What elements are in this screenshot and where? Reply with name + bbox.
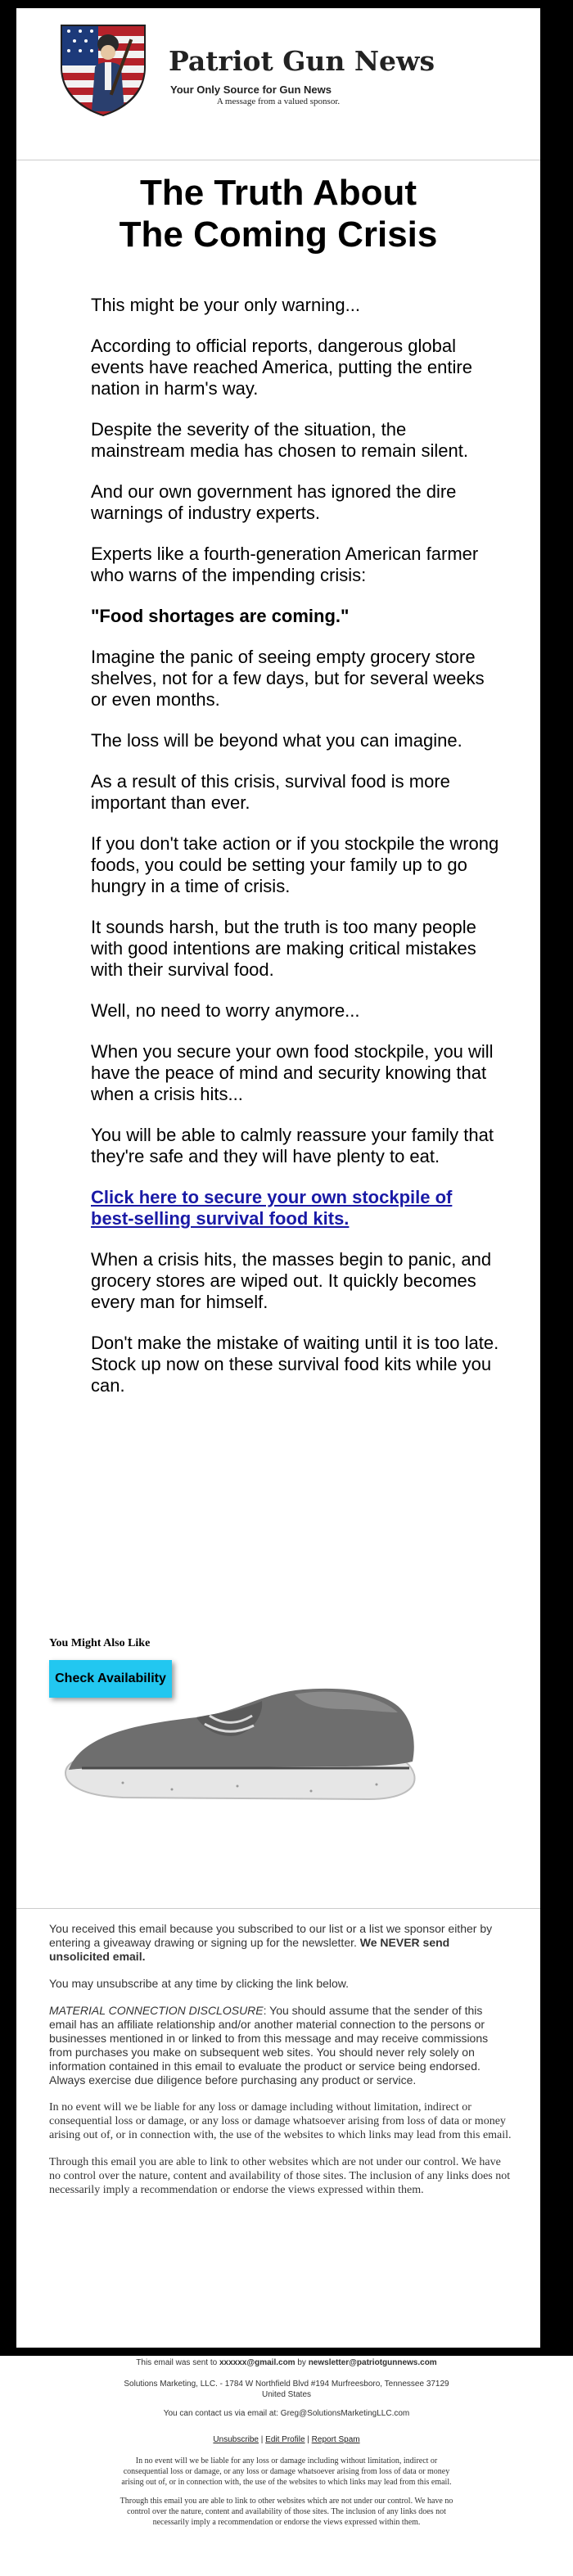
related-title: You Might Also Like: [49, 1637, 151, 1649]
paragraph: If you don't take action or if you stockpile the wrong foods, you could be setting your family up to go hungry in a time of crisis.: [91, 833, 499, 896]
brand-tagline: Your Only Source for Gun News: [170, 83, 332, 96]
cta-paragraph: [91, 1187, 500, 1229]
headline-line-1: The Truth About: [139, 173, 417, 213]
outer-liability-text: In no event will we be liable for any loss or damage including without limitation, indirect or consequential loss or damage, or any loss or damage whatsoever arising from loss of data or money arising out of, or in connection with, the use of the websites to which links may lead from this email.: [121, 2456, 452, 2487]
sponsor-note: A message from a valued sponsor.: [216, 97, 341, 106]
paragraph: According to official reports, dangerous global events have reached America, putting the entire nation in harm's way.: [91, 336, 472, 399]
product-card[interactable]: [49, 1660, 426, 1803]
related-products: [49, 1637, 508, 1803]
paragraph: Imagine the panic of seeing empty grocery store shelves, not for a few days, but for several weeks or even months.: [91, 647, 485, 710]
outer-footer: [0, 2357, 573, 2536]
sender-email: newsletter@patriotgunnews.com: [308, 2358, 437, 2367]
disclosure-label: MATERIAL CONNECTION DISCLOSURE: [49, 2004, 264, 2017]
unsubscribe-link[interactable]: Unsubscribe: [213, 2435, 259, 2444]
subscription-notice: You received this email because you subscribed to our list or a list we sponsor either by entering a giveaway drawing or signing up for the newsletter. We NEVER send unsolicited email.: [49, 1922, 493, 1963]
pull-quote: "Food shortages are coming.": [91, 606, 350, 626]
paragraph: Well, no need to worry anymore...: [91, 1000, 360, 1021]
paragraph: Don't make the mistake of waiting until it is too late. Stock up now on these survival food kits while you can.: [91, 1333, 499, 1396]
paragraph: When you secure your own food stockpile, you will have the peace of mind and security knowing that when a crisis hits...: [91, 1041, 494, 1104]
email-body: [16, 8, 540, 2348]
sent-to-line: This email was sent to xxxxxx@gmail.com by newsletter@patriotgunnews.com: [136, 2358, 437, 2367]
outer-external-links-text: Through this email you are able to link to other websites which are not under our control. We have no control over the nature, content and availability of those sites. The inclusion of any links does not necessarily imply a recommendation or endorse the views expressed within them.: [120, 2497, 453, 2527]
headline-line-2: The Coming Crisis: [119, 214, 438, 255]
paragraph: You will be able to calmly reassure your family that they're safe and they will have plenty to eat.: [91, 1125, 494, 1166]
recipient-email: xxxxxx@gmail.com: [219, 2358, 296, 2367]
company-address: Solutions Marketing, LLC. - 1784 W Northfield Blvd #194 Murfreesboro, Tennessee 37129 United States: [124, 2380, 449, 2399]
inner-footer: [49, 1922, 512, 2210]
check-availability-button[interactable]: Check Availability: [49, 1660, 172, 1698]
paragraph: As a result of this crisis, survival food is more important than ever.: [91, 771, 450, 813]
paragraph: And our own government has ignored the dire warnings of industry experts.: [91, 481, 457, 523]
email-header: [16, 8, 540, 156]
paragraph: This might be your only warning...: [91, 295, 360, 315]
report-spam-link[interactable]: Report Spam: [311, 2435, 360, 2444]
no-spam-note: We NEVER send unsolicited email.: [49, 1936, 450, 1963]
paragraph: When a crisis hits, the masses begin to panic, and grocery stores are wiped out. It quickly becomes every man for himself.: [91, 1249, 492, 1312]
paragraph: The loss will be beyond what you can imagine.: [91, 730, 462, 751]
headline: [16, 172, 540, 255]
footer-divider: [16, 1908, 540, 1909]
paragraph: Experts like a fourth-generation American farmer who warns of the impending crisis:: [91, 544, 479, 585]
disclosure-text: : You should assume that the sender of this email has an affiliate relationship and/or another material connection to the persons or businesses mentioned in or linked to from this message and may receive commissions from purchases you make on subsequent web sites. You should never rely solely on information contained in this email to evaluate the product or service being endorsed. Always exercise due diligence before purchasing any product or service.: [49, 2004, 489, 2087]
unsubscribe-note: You may unsubscribe at any time by clicking the link below.: [49, 1977, 350, 1990]
article-body: [91, 295, 500, 1416]
contact-line: You can contact us via email at: Greg@SolutionsMarketingLLC.com: [163, 2409, 410, 2418]
external-links-text: Through this email you are able to link to other websites which are not under our control. We have no control over the nature, content and availability of those sites. The inclusion of any links does not necessarily imply a recommendation or endorse the views expressed within them.: [49, 2156, 511, 2196]
paragraph: Despite the severity of the situation, the mainstream media has chosen to remain silent.: [91, 419, 468, 461]
paragraph: It sounds harsh, but the truth is too many people with good intentions are making critical mistakes with their survival food.: [91, 917, 476, 980]
footer-links: Unsubscribe | Edit Profile | Report Spam: [213, 2435, 360, 2444]
disclosure: [49, 2004, 512, 2087]
cta-link[interactable]: Click here to secure your own stockpile of best-selling survival food kits.: [91, 1187, 453, 1229]
edit-profile-link[interactable]: Edit Profile: [265, 2435, 305, 2444]
brand-name: Patriot Gun News: [169, 45, 435, 77]
liability-text: In no event will we be liable for any loss or damage including without limitation, indirect or consequential loss or damage, or any loss or damage whatsoever arising from loss of data or money arising out of, or in connection with, the use of the websites to which links may lead from this email.: [49, 2101, 512, 2141]
contact-email[interactable]: Greg@SolutionsMarketingLLC.com: [280, 2409, 410, 2418]
